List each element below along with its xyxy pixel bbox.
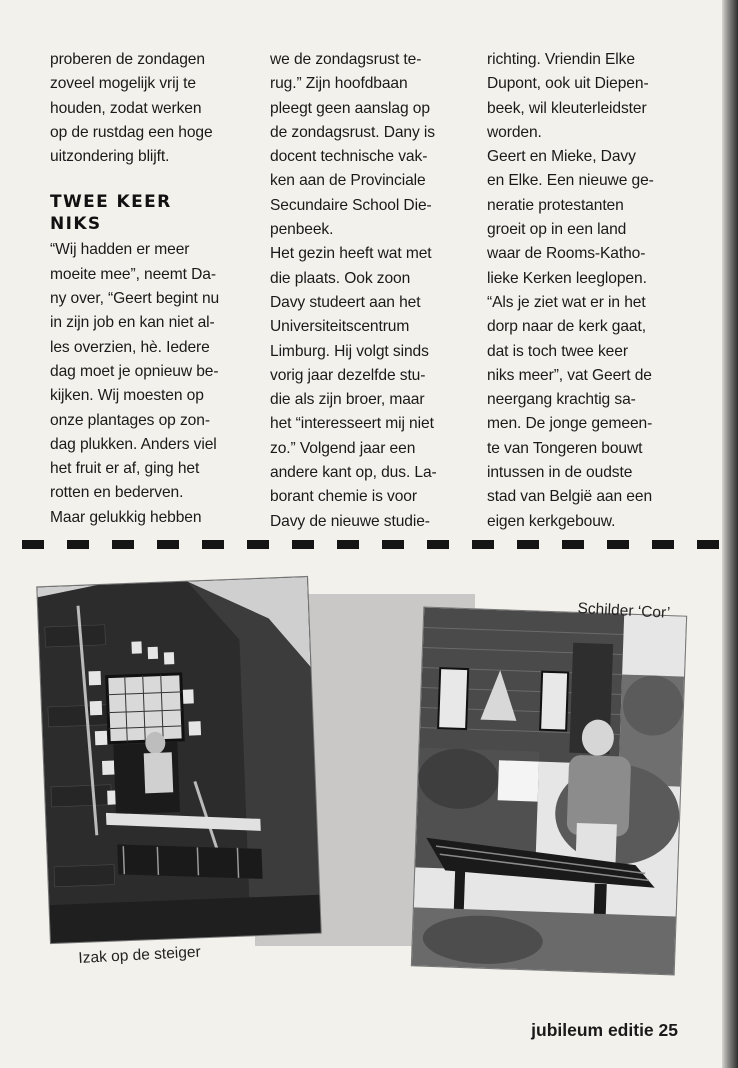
text-line: die plaats. Ook zoon (270, 269, 411, 287)
text-line: Limburg. Hij volgt sinds (270, 342, 429, 360)
intro-paragraph (50, 48, 250, 169)
text-line: lieke Kerken leeglopen. (487, 269, 647, 287)
text-line: het “interesseert mij niet (270, 415, 434, 433)
text-line: Dupont, ook uit Diepen- (487, 75, 649, 93)
text-line: Geert en Mieke, Davy (487, 148, 636, 166)
text-line: Maar gelukkig hebben (50, 508, 202, 526)
text-line: dat is toch twee keer (487, 342, 628, 360)
text-line: Universiteitscentrum (270, 318, 410, 336)
text-line: rug.” Zijn hoofdbaan (270, 75, 408, 93)
text-line: niks meer”, vat Geert de (487, 366, 652, 384)
photo-caption-left: Izak op de steiger (78, 943, 202, 967)
text-line: zo.” Volgend jaar een (270, 439, 416, 457)
text-line: intussen in de oudste (487, 464, 633, 482)
text-column-1 (50, 48, 250, 530)
text-line: men. De jonge gemeen- (487, 415, 653, 433)
body-paragraph (487, 48, 697, 534)
text-line: pleegt geen aanslag op (270, 99, 430, 117)
text-line: de zondagsrust. Dany is (270, 123, 435, 141)
photo-caption-right: Schilder ‘Cor’ (577, 600, 671, 622)
text-line: vorig jaar dezelfde stu- (270, 366, 426, 384)
text-line: Het gezin heeft wat met (270, 245, 432, 263)
photo-scaffold-illustration (37, 577, 320, 943)
text-line: op de rustdag een hoge (50, 123, 213, 141)
text-line: “Wij hadden er meer (50, 241, 190, 259)
text-line: dorp naar de kerk gaat, (487, 318, 646, 336)
text-line: Secundaire School Die- (270, 196, 432, 214)
text-line: we de zondagsrust te- (270, 51, 422, 68)
text-line: eigen kerkgebouw. (487, 512, 616, 530)
text-line: les overzien, hè. Iedere (50, 338, 210, 356)
photo-painter-garden (412, 608, 686, 975)
text-line: penbeek. (270, 221, 334, 239)
text-line: die als zijn broer, maar (270, 391, 425, 409)
text-line: groeit op in een land (487, 221, 627, 239)
section-heading (50, 191, 250, 235)
text-column-2 (270, 48, 472, 534)
body-paragraph (50, 238, 250, 530)
text-line: neergang krachtig sa- (487, 391, 636, 409)
text-line: Davy de nieuwe studie- (270, 512, 430, 530)
text-line: uitzondering blijft. (50, 148, 170, 166)
text-line: dag plukken. Anders viel (50, 435, 217, 453)
text-line: docent technische vak- (270, 148, 428, 166)
photo-painter-illustration (412, 608, 686, 975)
text-line: te van Tongeren bouwt (487, 439, 643, 457)
text-line: proberen de zondagen (50, 51, 205, 68)
page-footer: jubileum editie 25 (531, 1020, 678, 1040)
dashed-divider (22, 540, 722, 549)
text-line: “Als je ziet wat er in het (487, 293, 646, 311)
text-line: houden, zodat werken (50, 99, 202, 117)
body-paragraph (270, 48, 472, 534)
text-line: neratie protestanten (487, 196, 624, 214)
text-line: kijken. Wij moesten op (50, 387, 204, 405)
text-line: NIKS (50, 214, 102, 235)
text-line: stad van België aan een (487, 488, 653, 506)
text-line: in zijn job en kan niet al- (50, 314, 215, 332)
text-line: beek, wil kleuterleidster (487, 99, 647, 117)
text-line: ken aan de Provinciale (270, 172, 426, 190)
text-column-3 (487, 48, 697, 534)
text-line: onze plantages op zon- (50, 411, 210, 429)
text-line: worden. (487, 123, 542, 141)
text-line: TWEE KEER (50, 192, 172, 213)
text-line: zoveel mogelijk vrij te (50, 75, 196, 93)
text-line: rotten en bederven. (50, 484, 184, 502)
text-line: moeite mee”, neemt Da- (50, 265, 216, 283)
text-line: Davy studeert aan het (270, 293, 421, 311)
text-line: dag moet je opnieuw be- (50, 362, 219, 380)
text-line: waar de Rooms-Katho- (487, 245, 646, 263)
text-line: en Elke. Een nieuwe ge- (487, 172, 654, 190)
text-line: het fruit er af, ging het (50, 460, 200, 478)
text-line: ny over, “Geert begint nu (50, 290, 220, 308)
text-line: andere kant op, dus. La- (270, 464, 437, 482)
text-line: richting. Vriendin Elke (487, 51, 635, 68)
text-line: borant chemie is voor (270, 488, 417, 506)
photo-scaffold-facade (37, 577, 320, 943)
page-edge (722, 0, 738, 1068)
